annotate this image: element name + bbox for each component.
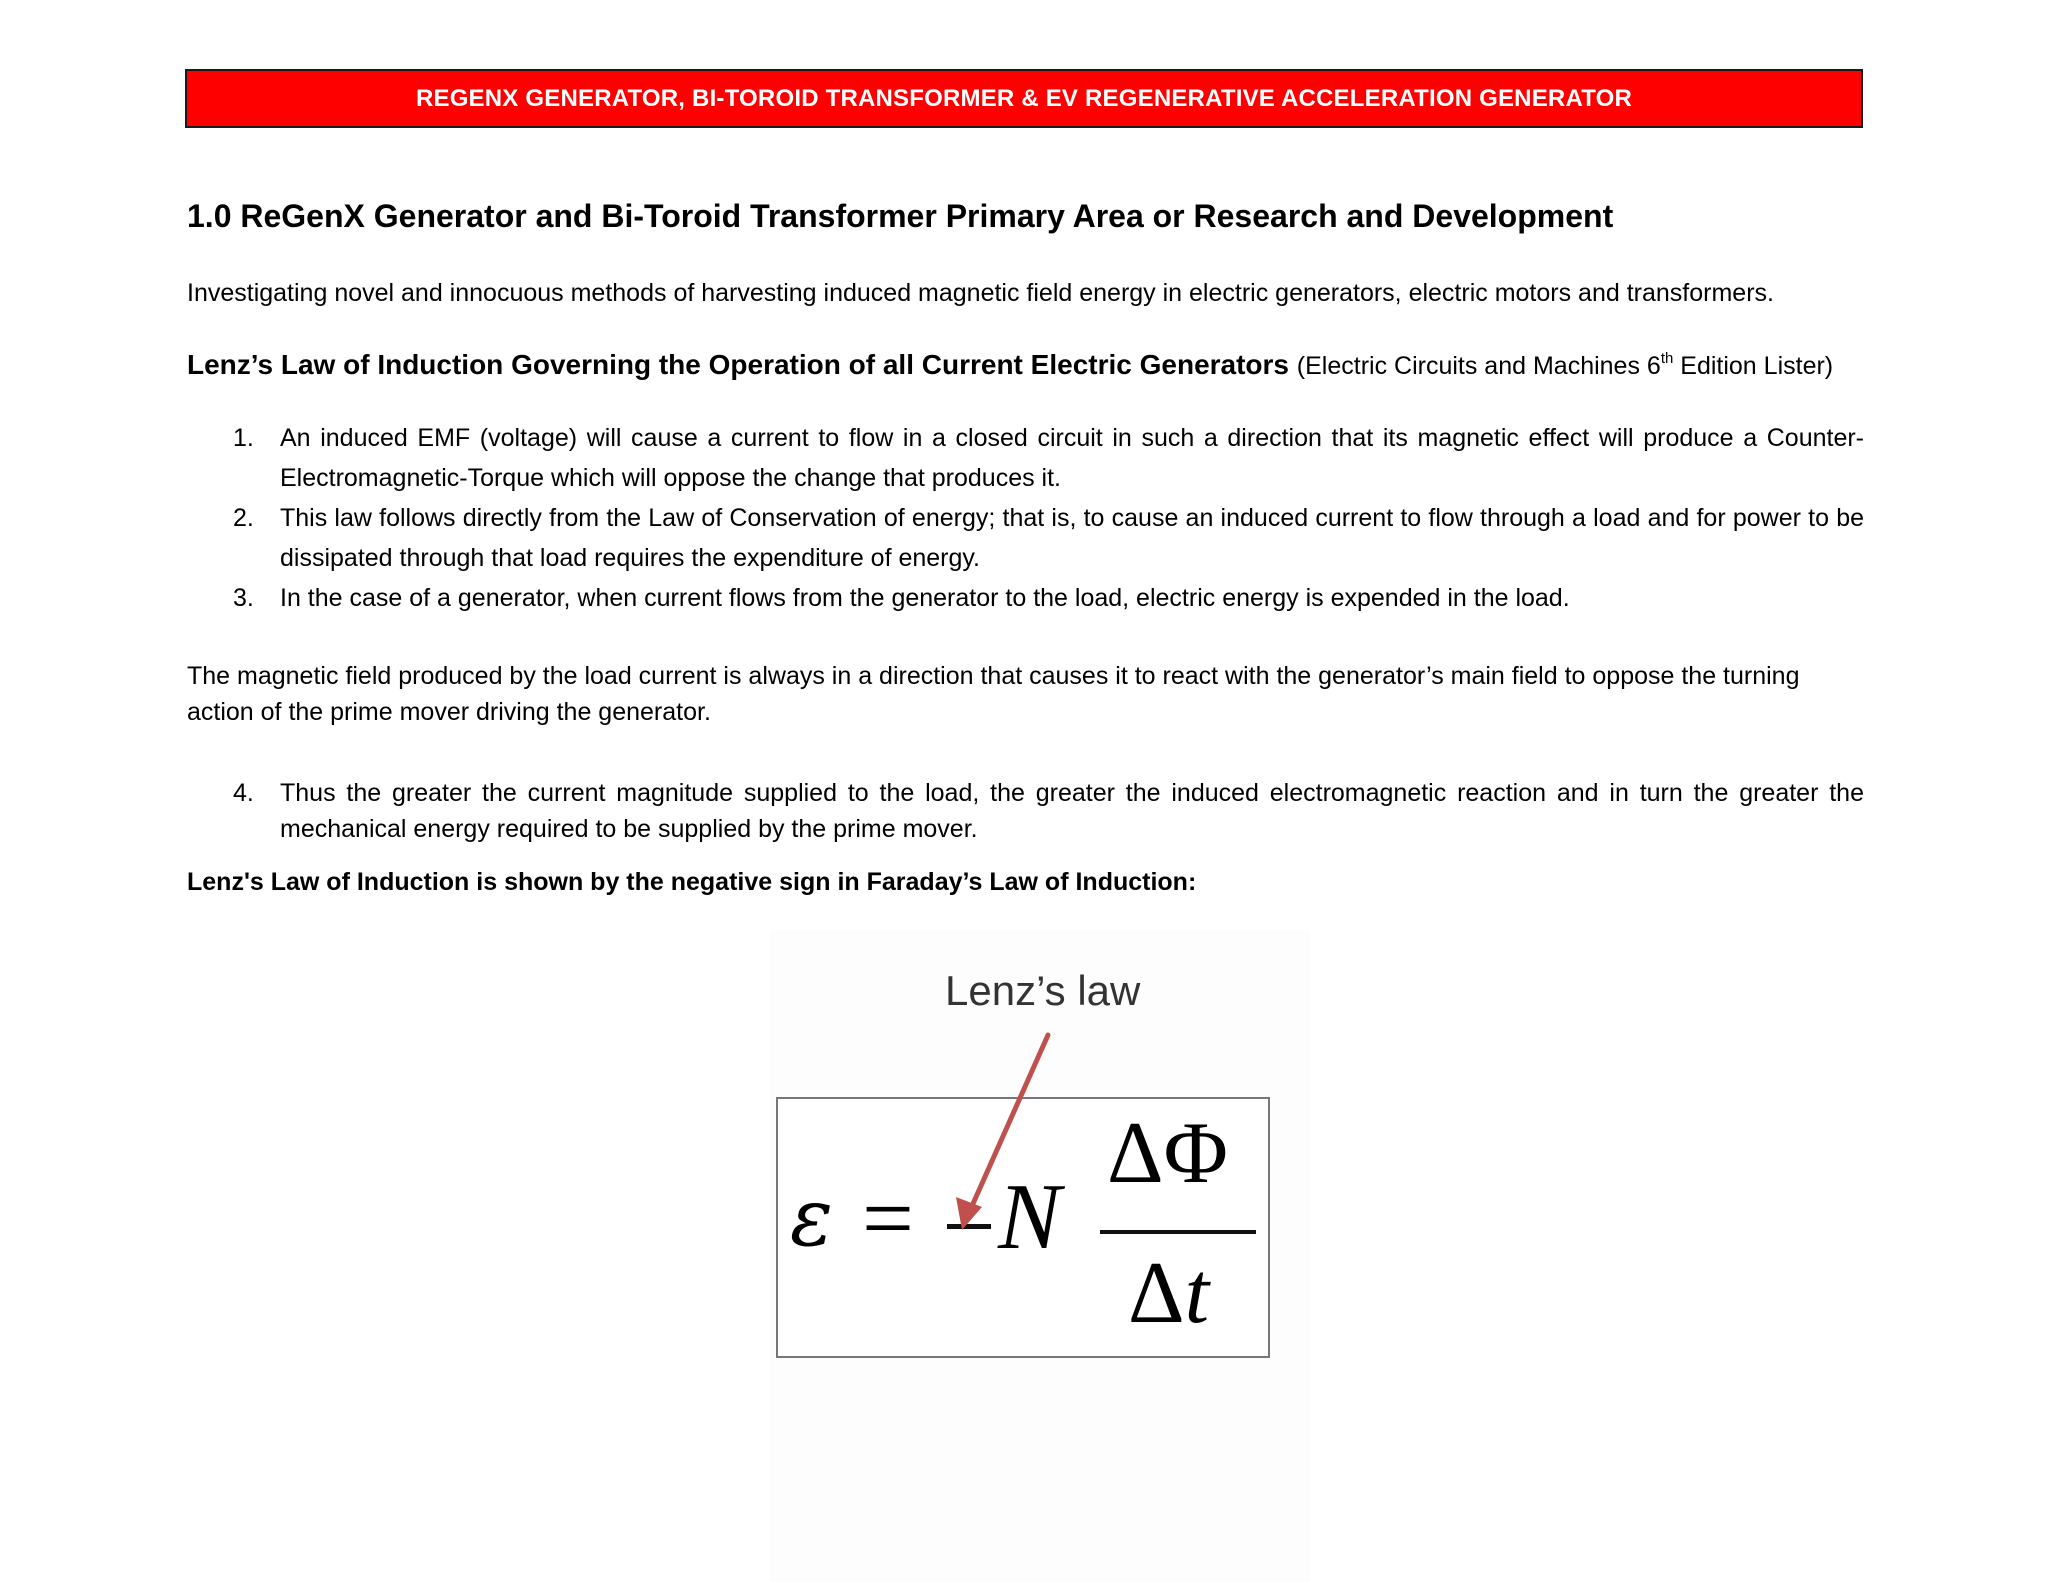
list-item-text: In the case of a generator, when current flows from the generator to the load, electric energy is expended in the load. [280, 584, 1570, 612]
list-item-number: 1. [233, 424, 254, 452]
list-item [187, 578, 1864, 618]
lenz-law-label: Lenz’s law [945, 967, 1141, 1014]
list-item-number: 3. [233, 584, 254, 612]
list-item-text: An induced EMF (voltage) will cause a current to flow in a closed circuit in such a direction that its magnetic effect will produce a Counter-Electromagnetic-Torque which will oppose the change that produces it. [280, 424, 1864, 492]
list-item [187, 418, 1864, 498]
reference-text [1297, 352, 1833, 380]
list-item-text: Thus the greater the current magnitude supplied to the load, the greater the induced electromagnetic reaction and in turn the greater the mechanical energy required to be supplied by the prime mover. [280, 779, 1864, 843]
list-item-text: This law follows directly from the Law of Conservation of energy; that is, to cause an induced current to flow through a load and for power to be dissipated through that load requires the expenditure of energy. [280, 504, 1864, 572]
reference-suffix: Edition Lister) [1673, 352, 1834, 380]
equation-N: N [998, 1165, 1061, 1269]
lenz-subheading [187, 349, 1833, 381]
list-item [187, 775, 1864, 847]
lenz-subheading-title: Lenz’s Law of Induction Governing the Operation of all Current Electric Generators [187, 349, 1290, 380]
faraday-label: Lenz's Law of Induction is shown by the negative sign in Faraday’s Law of Induction: [187, 868, 1197, 896]
reference-prefix: (Electric Circuits and Machines 6 [1296, 352, 1661, 380]
equation-fraction-bar [1100, 1230, 1256, 1234]
equation-denominator [1128, 1245, 1210, 1342]
equation-equals: = [862, 1167, 914, 1269]
numbered-list-b [187, 775, 1864, 847]
numbered-list-a [187, 418, 1864, 618]
equation-den-t: t [1184, 1245, 1210, 1342]
section-heading: 1.0 ReGenX Generator and Bi-Toroid Transformer Primary Area or Research and Development [187, 198, 1614, 234]
intro-text: Investigating novel and innocuous methods of harvesting induced magnetic field energy in electric generators, electric motors and transformers. [187, 279, 1774, 307]
list-item-number: 2. [233, 504, 254, 532]
equation-epsilon: ε [790, 1171, 833, 1264]
lenz-arrow-icon [940, 1025, 1060, 1235]
equation-den-delta: Δ [1128, 1245, 1185, 1342]
document-banner [185, 69, 1863, 128]
banner-text: REGENX GENERATOR, BI-TOROID TRANSFORMER & EV REGENERATIVE ACCELERATION GENERATOR [415, 84, 1633, 112]
reference-sup: th [1660, 350, 1674, 367]
list-item [187, 498, 1864, 578]
list-item-number: 4. [233, 779, 254, 807]
body-paragraph: The magnetic field produced by the load current is always in a direction that causes it to react with the generator’s main field to oppose the turning action of the prime mover driving the generator. [187, 662, 1800, 726]
equation-numerator: ΔΦ [1107, 1105, 1228, 1202]
